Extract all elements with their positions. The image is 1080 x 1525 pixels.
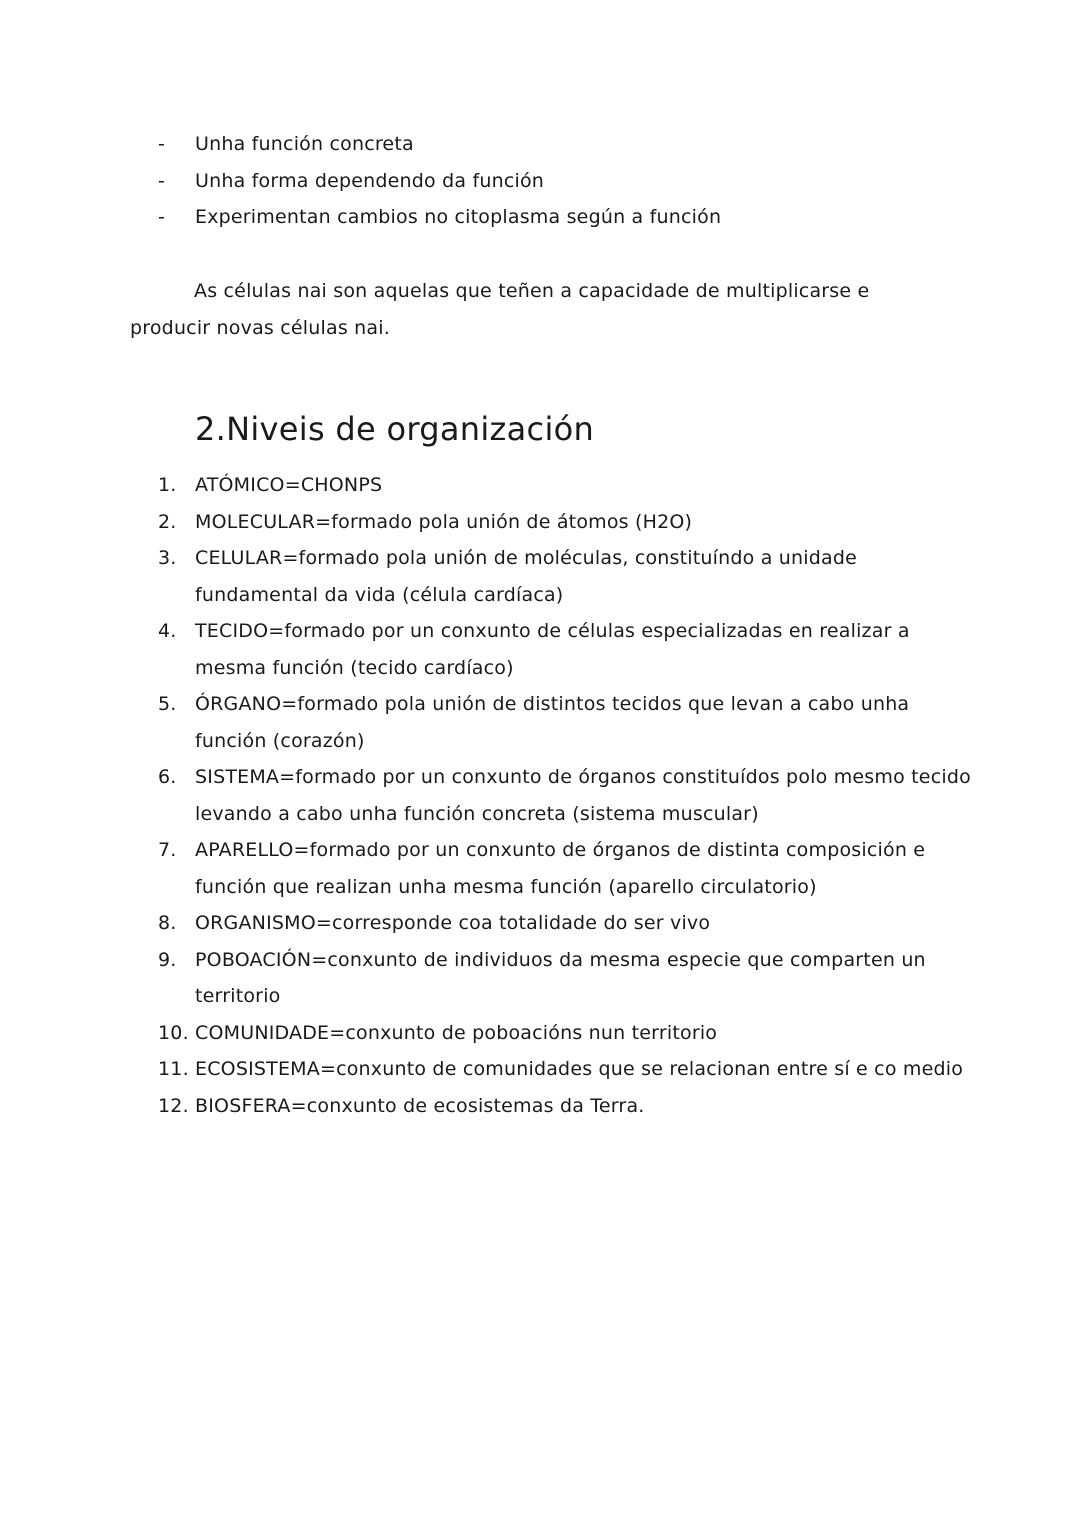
bullet-marker: - — [158, 206, 166, 228]
level-text: BIOSFERA=conxunto de ecosistemas da Terra. — [195, 1094, 645, 1117]
level-number: 9. — [158, 948, 177, 971]
level-text: POBOACIÓN=conxunto de individuos da mesma especie que comparten un territorio — [195, 948, 926, 1007]
paragraph-text: As células nai son aquelas que teñen a capacidade de multiplicarse e producir novas células nai. — [130, 280, 870, 339]
level-number: 4. — [158, 620, 177, 642]
level-item — [158, 540, 978, 613]
bullet-marker: - — [158, 133, 166, 155]
level-text: SISTEMA=formado por un conxunto de órganos constituídos polo mesmo tecido levando a cabo unha función concreta (sistema muscular) — [195, 766, 971, 825]
level-item — [158, 905, 978, 942]
bullet-item — [158, 163, 978, 200]
stem-cells-paragraph — [130, 273, 930, 346]
bullet-list — [158, 126, 978, 236]
level-item — [158, 686, 978, 759]
level-item — [158, 504, 978, 541]
level-text: APARELLO=formado por un conxunto de órganos de distinta composición e función que realizan unha mesma función (aparello circulatorio) — [195, 839, 926, 898]
bullet-text: Unha función concreta — [195, 133, 414, 155]
bullet-text: Unha forma dependendo da función — [195, 169, 545, 192]
level-item — [158, 1051, 978, 1088]
level-text: MOLECULAR=formado pola unión de átomos (H2O) — [195, 510, 693, 533]
level-text: ECOSISTEMA=conxunto de comunidades que se relacionan entre sí e co medio — [195, 1058, 964, 1080]
level-number: 6. — [158, 766, 177, 788]
level-item — [158, 832, 978, 905]
bullet-text: Experimentan cambios no citoplasma según a función — [195, 206, 722, 228]
bullet-item — [158, 126, 978, 163]
level-text: CELULAR=formado pola unión de moléculas, constituíndo a unidade fundamental da vida (célula cardíaca) — [195, 547, 857, 606]
level-text: ÓRGANO=formado pola unión de distintos tecidos que levan a cabo unha función (corazón) — [195, 693, 910, 752]
level-number: 5. — [158, 693, 177, 715]
bullet-item — [158, 199, 978, 236]
level-item — [158, 942, 978, 1015]
level-item — [158, 1015, 978, 1052]
level-number: 8. — [158, 912, 177, 934]
section-heading: 2.Niveis de organización — [195, 410, 595, 448]
level-text: ORGANISMO=corresponde coa totalidade do ser vivo — [195, 912, 711, 934]
bullet-marker: - — [158, 169, 166, 192]
level-item — [158, 613, 978, 686]
level-number: 12. — [158, 1094, 189, 1117]
level-number: 7. — [158, 839, 177, 861]
level-number: 3. — [158, 547, 177, 569]
level-item — [158, 759, 978, 832]
level-number: 11. — [158, 1058, 189, 1080]
level-text: COMUNIDADE=conxunto de poboacións nun territorio — [195, 1021, 718, 1044]
level-text: ATÓMICO=CHONPS — [195, 474, 383, 496]
level-item — [158, 1088, 978, 1125]
level-number: 10. — [158, 1021, 189, 1044]
level-item — [158, 467, 978, 504]
organization-levels-list — [158, 467, 978, 1124]
level-number: 1. — [158, 474, 177, 496]
level-number: 2. — [158, 510, 177, 533]
level-text: TECIDO=formado por un conxunto de células especializadas en realizar a mesma función (tecido cardíaco) — [195, 620, 910, 679]
